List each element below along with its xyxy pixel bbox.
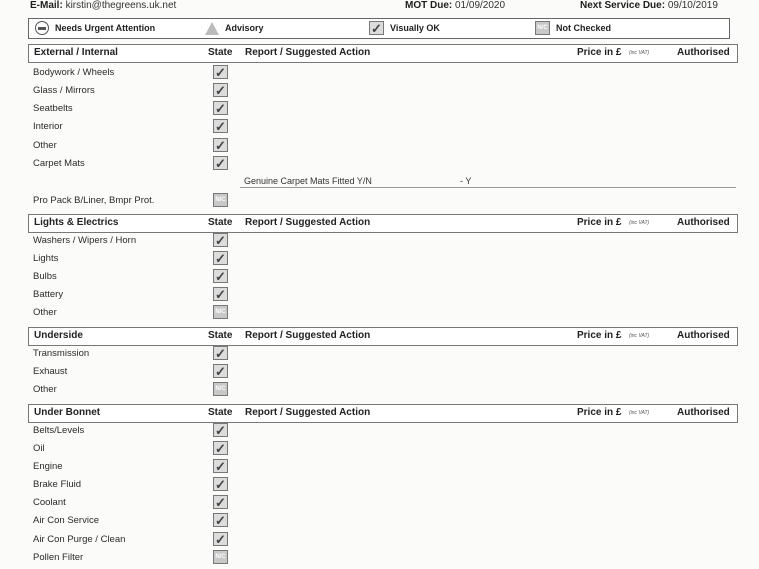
visually-ok-checkmark-icon xyxy=(213,251,228,265)
visually-ok-checkmark-icon xyxy=(213,287,228,301)
section-header xyxy=(28,404,738,423)
state-column-header: State xyxy=(208,330,233,341)
report-note-value: - Y xyxy=(460,176,472,186)
check-item-label: Other xyxy=(33,307,57,318)
visually-ok-checkmark-icon xyxy=(213,441,228,455)
next-service-due xyxy=(580,0,718,11)
price-column-header: Price in £ xyxy=(577,407,622,418)
advisory-icon xyxy=(205,22,219,35)
state-column-header: State xyxy=(208,407,233,418)
state-column-header: State xyxy=(208,47,233,58)
section-title: Under Bonnet xyxy=(34,407,101,418)
email-field xyxy=(30,0,176,11)
visually-ok-checkmark-icon xyxy=(213,477,228,491)
visually-ok-checkmark-icon xyxy=(213,459,228,473)
check-item-label: Carpet Mats xyxy=(33,158,85,169)
legend-advisory-label: Advisory xyxy=(225,23,264,33)
check-item-label: Engine xyxy=(33,461,63,472)
check-item-label: Other xyxy=(33,384,57,395)
email-value: kirstin@thegreens.uk.net xyxy=(65,0,177,11)
price-vat-note: (inc VAT) xyxy=(629,50,650,56)
visually-ok-checkmark-icon xyxy=(213,513,228,527)
report-column-header: Report / Suggested Action xyxy=(245,407,371,418)
visually-ok-checkmark-icon xyxy=(213,101,228,115)
section-header xyxy=(28,44,738,63)
legend-not-checked-label: Not Checked xyxy=(556,23,612,33)
authorised-column-header: Authorised xyxy=(677,407,730,418)
state-legend xyxy=(28,18,730,39)
authorised-column-header: Authorised xyxy=(677,47,730,58)
price-column-header: Price in £ xyxy=(577,330,622,341)
price-column-header: Price in £ xyxy=(577,217,622,228)
check-item-label: Exhaust xyxy=(33,366,68,377)
visually-ok-checkmark-icon xyxy=(213,83,228,97)
visually-ok-checkmark-icon xyxy=(213,269,228,283)
mot-due xyxy=(405,0,505,11)
check-item-label: Lights xyxy=(33,253,59,264)
check-item-label: Pro Pack B/Liner, Bmpr Prot. xyxy=(33,195,155,206)
not-checked-text: N/C xyxy=(215,386,226,392)
check-item-label: Brake Fluid xyxy=(33,479,82,490)
report-column-header: Report / Suggested Action xyxy=(245,47,371,58)
mot-due-value: 01/09/2020 xyxy=(455,0,506,11)
legend-visually-ok xyxy=(369,21,440,35)
report-column-header: Report / Suggested Action xyxy=(245,330,371,341)
check-item-label: Bulbs xyxy=(33,271,57,282)
report-note: Genuine Carpet Mats Fitted Y/N xyxy=(244,176,372,186)
check-item-label: Oil xyxy=(33,443,45,454)
visually-ok-checkmark-icon xyxy=(213,156,228,170)
email-label: E-Mail: xyxy=(30,0,63,11)
state-column-header: State xyxy=(208,217,233,228)
check-item-label: Battery xyxy=(33,289,64,300)
not-checked-text: N/C xyxy=(215,309,226,315)
visually-ok-checkmark-icon xyxy=(213,233,228,247)
visually-ok-checkmark-icon xyxy=(213,138,228,152)
section-header xyxy=(28,214,738,233)
not-checked-text: N/C xyxy=(215,554,226,560)
section-title: Underside xyxy=(34,330,83,341)
not-checked-text: N/C xyxy=(215,197,226,203)
visually-ok-checkmark-icon xyxy=(213,532,228,546)
urgent-icon xyxy=(35,21,49,35)
price-vat-note: (inc VAT) xyxy=(629,220,650,226)
not-checked-icon xyxy=(213,305,228,319)
price-vat-note: (inc VAT) xyxy=(629,333,650,339)
not-checked-icon xyxy=(213,193,228,207)
check-item-label: Belts/Levels xyxy=(33,425,85,436)
legend-visually-ok-label: Visually OK xyxy=(390,23,440,33)
section-header xyxy=(28,327,738,346)
check-item-label: Seatbelts xyxy=(33,103,73,114)
legend-not-checked xyxy=(535,21,611,35)
not-checked-icon xyxy=(213,382,228,396)
next-service-value: 09/10/2019 xyxy=(667,0,718,11)
check-item-label: Pollen Filter xyxy=(33,552,84,563)
visually-ok-checkmark-icon xyxy=(213,119,228,133)
not-checked-icon: N/C xyxy=(535,21,550,35)
check-item-label: Washers / Wipers / Horn xyxy=(33,235,137,246)
visually-ok-checkmark-icon xyxy=(213,364,228,378)
check-item-label: Air Con Service xyxy=(33,515,99,526)
report-note-underline xyxy=(240,187,736,188)
authorised-column-header: Authorised xyxy=(677,217,730,228)
check-item-label: Other xyxy=(33,140,57,151)
check-item-label: Interior xyxy=(33,121,63,132)
visually-ok-checkmark-icon xyxy=(213,346,228,360)
section-title: External / Internal xyxy=(34,47,118,58)
check-item-label: Coolant xyxy=(33,497,66,508)
check-item-label: Transmission xyxy=(33,348,90,359)
legend-urgent-label: Needs Urgent Attention xyxy=(55,23,156,33)
check-item-label: Air Con Purge / Clean xyxy=(33,534,126,545)
section-title: Lights & Electrics xyxy=(34,217,119,228)
next-service-label: Next Service Due: xyxy=(580,0,666,11)
checkmark-icon xyxy=(369,21,384,35)
price-column-header: Price in £ xyxy=(577,47,622,58)
visually-ok-checkmark-icon xyxy=(213,423,228,437)
authorised-column-header: Authorised xyxy=(677,330,730,341)
check-item-label: Glass / Mirrors xyxy=(33,85,95,96)
report-column-header: Report / Suggested Action xyxy=(245,217,371,228)
legend-advisory xyxy=(205,21,264,35)
price-vat-note: (inc VAT) xyxy=(629,410,650,416)
visually-ok-checkmark-icon xyxy=(213,65,228,79)
check-item-label: Bodywork / Wheels xyxy=(33,67,115,78)
legend-urgent xyxy=(35,21,155,35)
mot-due-label: MOT Due: xyxy=(405,0,453,11)
visually-ok-checkmark-icon xyxy=(213,495,228,509)
not-checked-icon xyxy=(213,550,228,564)
